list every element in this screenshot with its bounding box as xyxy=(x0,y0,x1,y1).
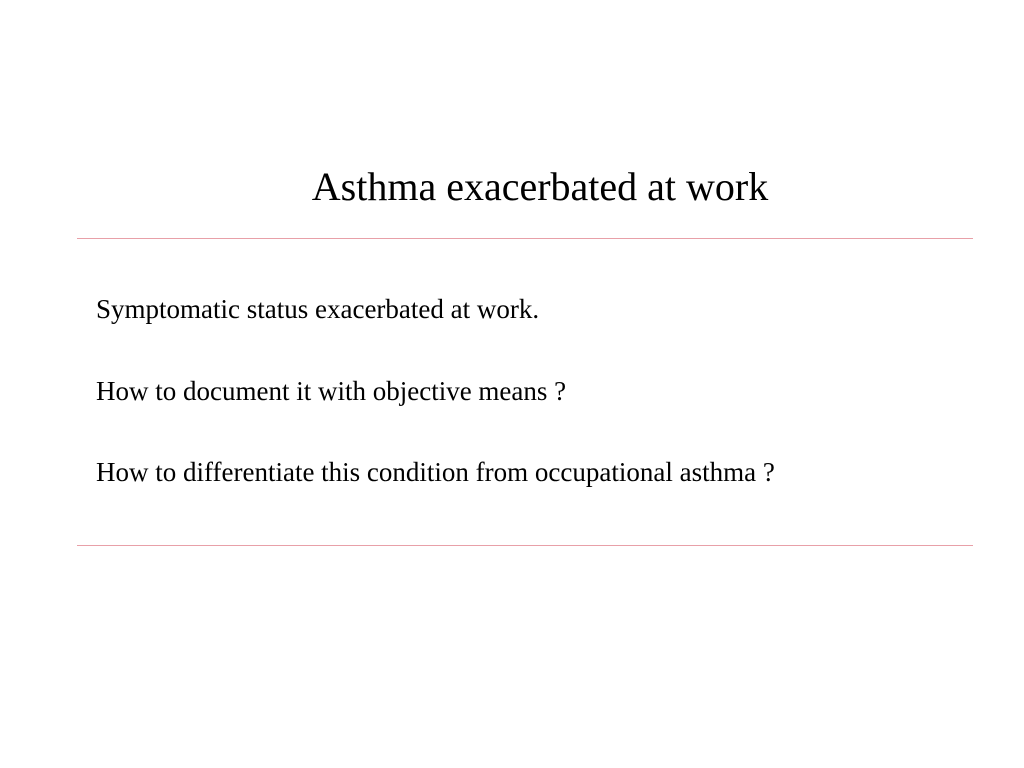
bottom-divider xyxy=(77,545,973,546)
body-line-document-question: How to document it with objective means ? xyxy=(96,376,567,406)
body-line-differentiate-question: How to differentiate this condition from occupational asthma ? xyxy=(96,457,775,487)
top-divider xyxy=(77,238,973,239)
body-line-symptomatic-status: Symptomatic status exacerbated at work. xyxy=(96,294,540,324)
slide-title: Asthma exacerbated at work xyxy=(311,164,769,209)
